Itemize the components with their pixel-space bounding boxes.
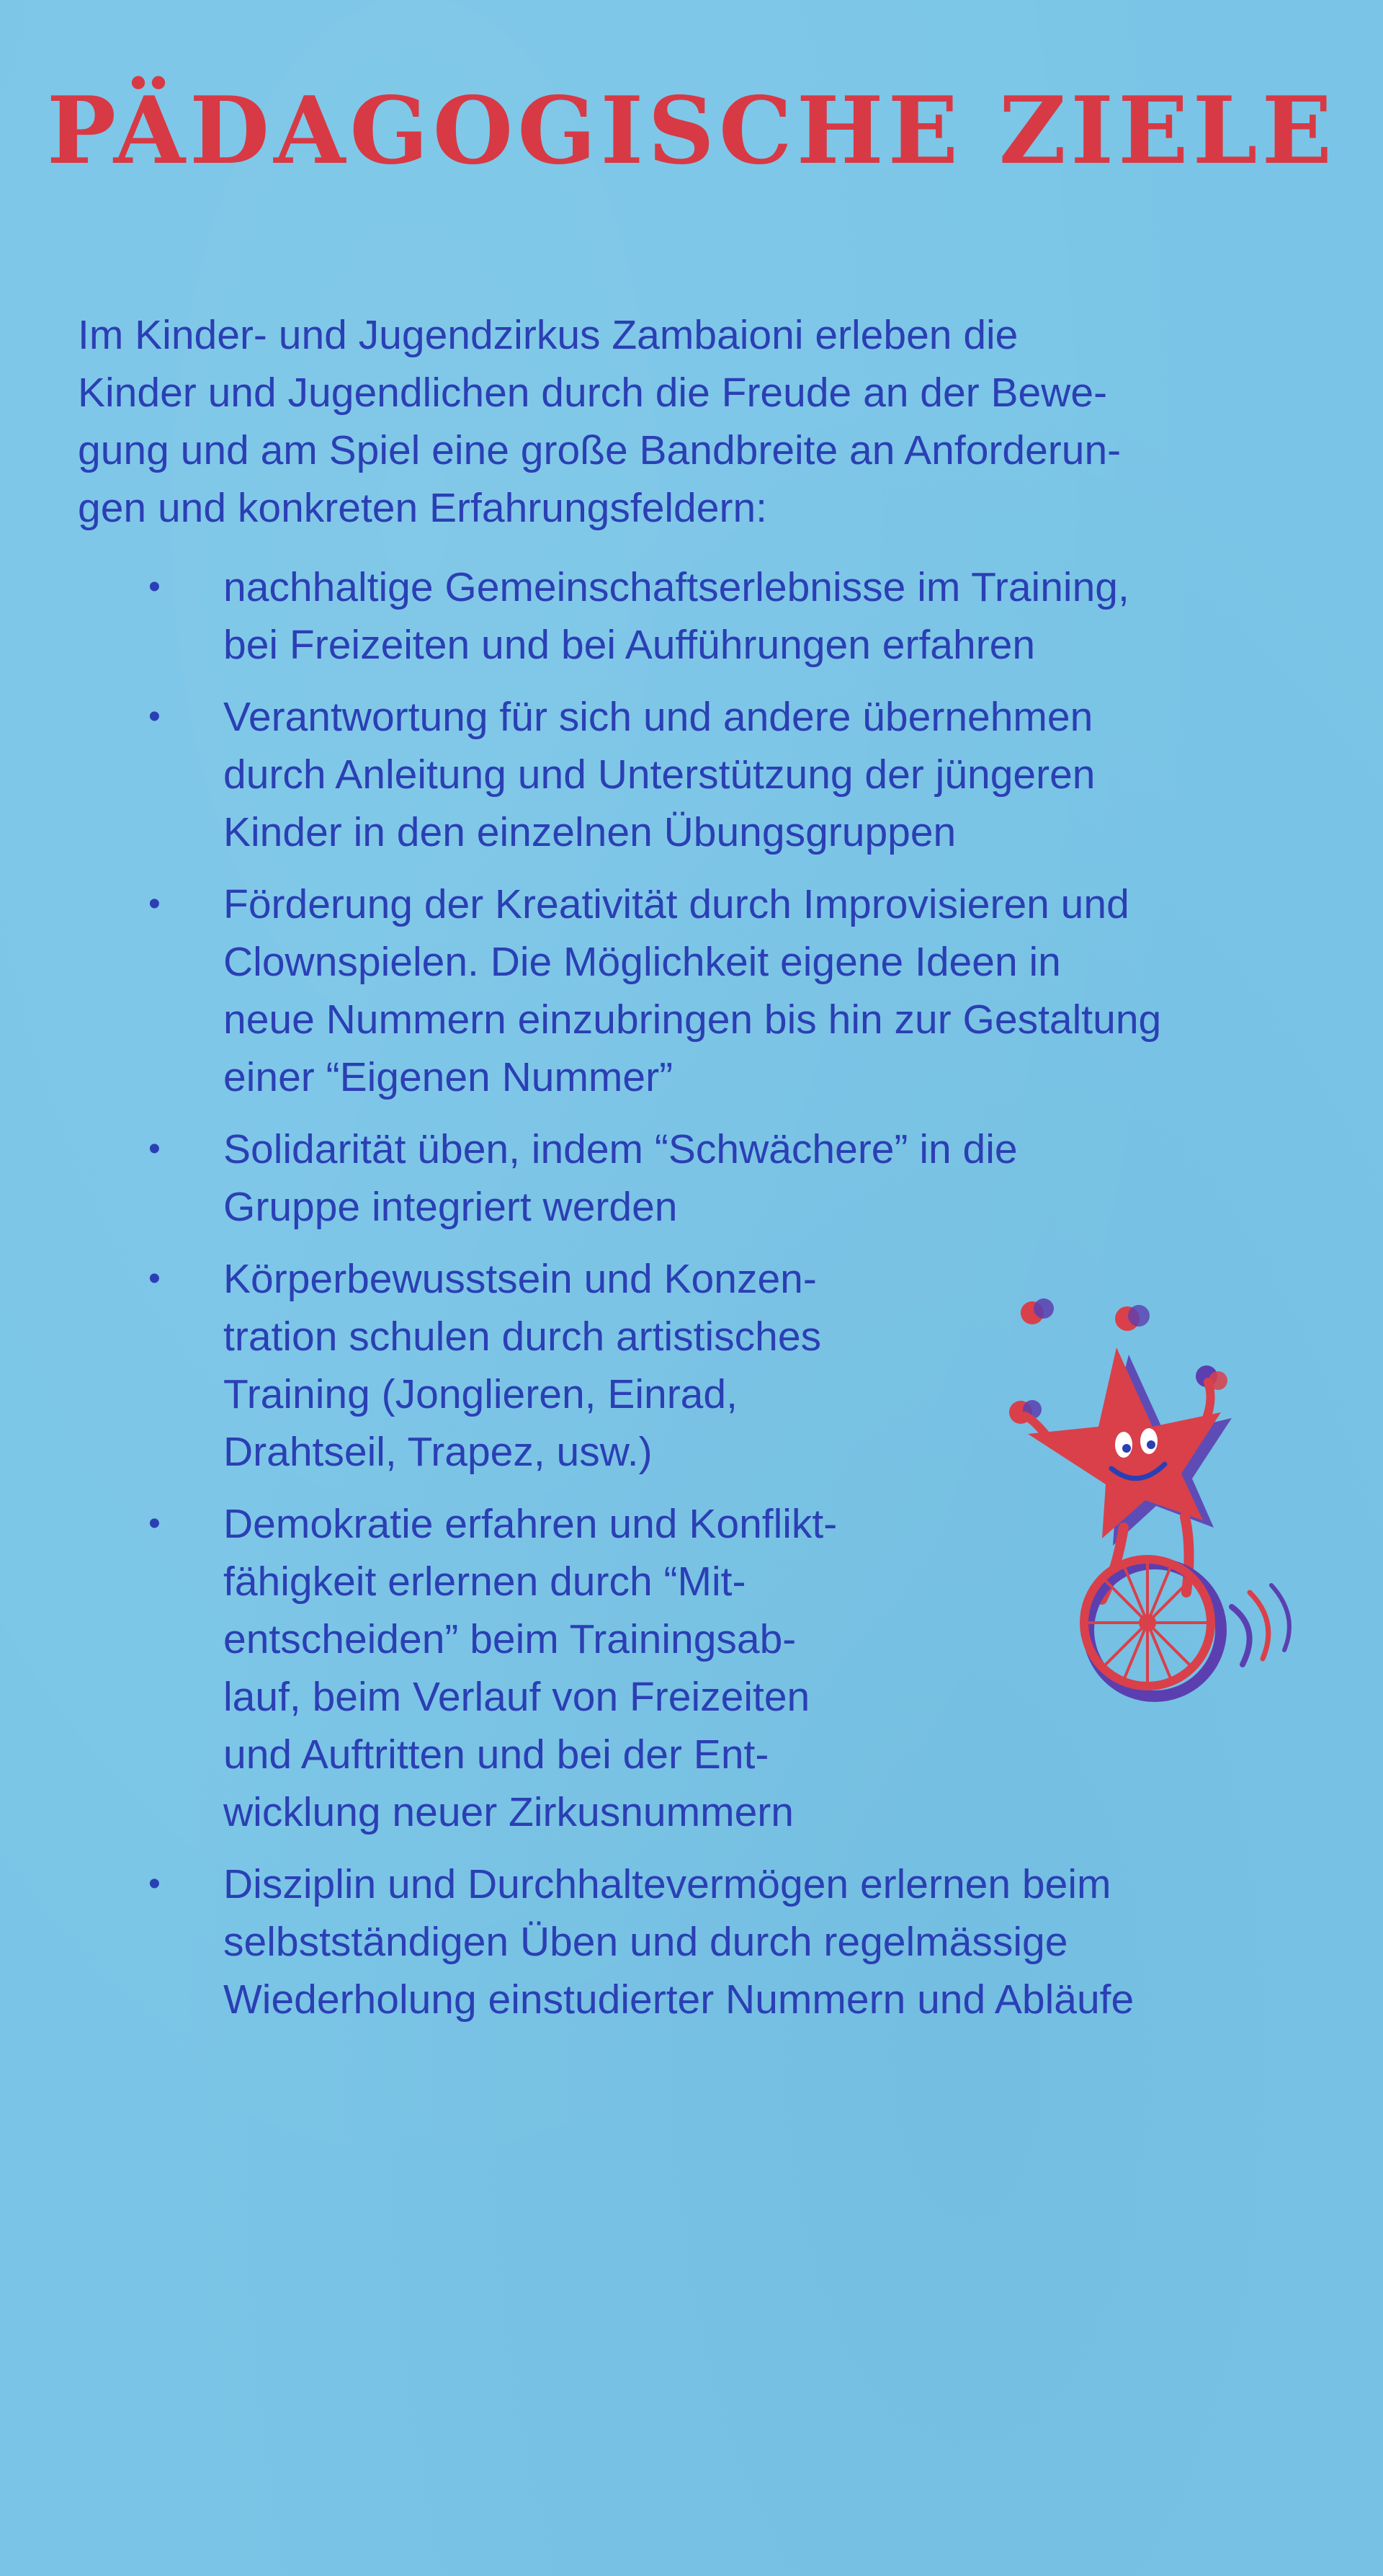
goal-item [0, 688, 1383, 861]
bullet-icon: • [148, 1865, 161, 1903]
goal-item [0, 1855, 1383, 2028]
bullet-icon: • [148, 1260, 161, 1298]
goal-line: Solidarität üben, indem “Schwächere” in die [223, 1126, 1018, 1172]
goal-line: bei Freizeiten und bei Aufführungen erfahren [223, 622, 1036, 668]
goal-line: Training (Jonglieren, Einrad, [223, 1371, 738, 1417]
mascot-drawing [976, 1290, 1322, 1708]
intro-paragraph [78, 306, 1302, 537]
bullet-icon: • [148, 698, 161, 736]
page-title: PÄDAGOGISCHE ZIELE [46, 77, 1337, 185]
goal-line: fähigkeit erlernen durch “Mit- [223, 1559, 746, 1605]
goal-line: Disziplin und Durchhaltevermögen erlernen beim [223, 1861, 1111, 1907]
bullet-icon: • [148, 568, 161, 606]
goal-item [0, 558, 1383, 674]
goal-line: neue Nummern einzubringen bis hin zur Gestaltung [223, 997, 1162, 1043]
intro-line: gen und konkreten Erfahrungsfeldern: [78, 485, 767, 531]
goal-line: Demokratie erfahren und Konflikt- [223, 1501, 838, 1547]
goal-line: Körperbewusstsein und Konzen- [223, 1256, 817, 1302]
bullet-icon: • [148, 885, 161, 923]
goal-line: Clownspielen. Die Möglichkeit eigene Ideen in [223, 939, 1061, 985]
goal-line: lauf, beim Verlauf von Freizeiten [223, 1674, 810, 1720]
intro-line: gung und am Spiel eine große Bandbreite an Anforderun- [78, 427, 1122, 473]
goal-line: einer “Eigenen Nummer” [223, 1054, 673, 1100]
goal-line: Wiederholung einstudierter Nummern und Abläufe [223, 1976, 1134, 2023]
intro-line: Im Kinder- und Jugendzirkus Zambaioni erleben die [78, 312, 1019, 358]
goal-line: und Auftritten und bei der Ent- [223, 1732, 769, 1778]
goal-line: selbstständigen Üben und durch regelmässige [223, 1919, 1068, 1965]
goal-item [0, 1120, 1383, 1236]
goal-item [0, 875, 1383, 1106]
goal-line: nachhaltige Gemeinschaftserlebnisse im Training, [223, 564, 1129, 610]
goal-line: tration schulen durch artistisches [223, 1314, 822, 1360]
goal-line: Kinder in den einzelnen Übungsgruppen [223, 809, 957, 855]
goal-line: Verantwortung für sich und andere übernehmen [223, 694, 1093, 740]
juggling-star-unicycle-mascot-icon [976, 1290, 1322, 1708]
goal-line: Drahtseil, Trapez, usw.) [223, 1429, 653, 1475]
bullet-icon: • [148, 1130, 161, 1168]
goal-line: Förderung der Kreativität durch Improvisieren und [223, 881, 1129, 927]
bullet-icon: • [148, 1505, 161, 1543]
goal-line: entscheiden” beim Trainingsab- [223, 1616, 797, 1662]
intro-line: Kinder und Jugendlichen durch die Freude an der Bewe- [78, 370, 1108, 416]
goal-line: wicklung neuer Zirkusnummern [223, 1789, 794, 1835]
goal-line: durch Anleitung und Unterstützung der jüngeren [223, 752, 1096, 798]
goal-line: Gruppe integriert werden [223, 1184, 678, 1230]
